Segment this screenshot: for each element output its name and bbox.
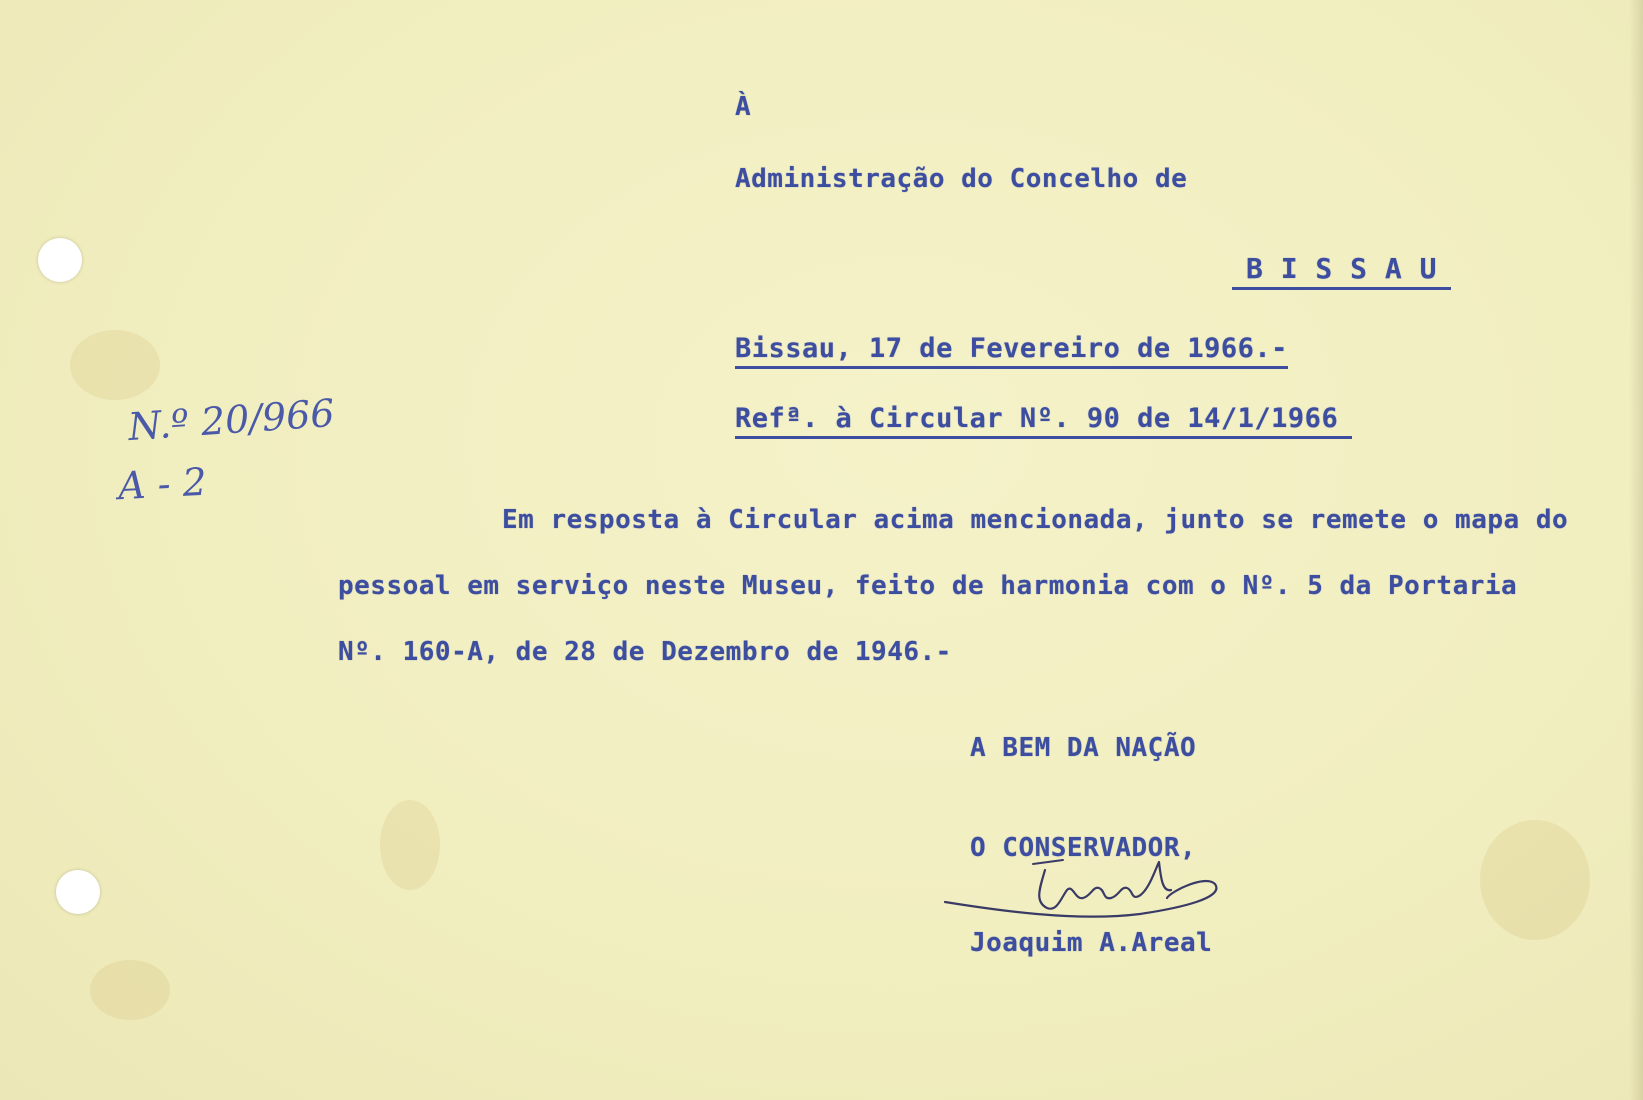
punch-hole-bottom	[56, 870, 100, 914]
signatory-name: Joaquim A.Areal	[970, 928, 1213, 958]
body-line-1: Em resposta à Circular acima mencionada, junto se remete o mapa do	[502, 505, 1569, 535]
reference-line: Refª. à Circular Nº. 90 de 14/1/1966	[735, 403, 1352, 439]
paper-stain	[1480, 820, 1590, 940]
addressee-line: Administração do Concelho de	[735, 164, 1188, 194]
body-line-3: Nº. 160-A, de 28 de Dezembro de 1946.-	[338, 637, 952, 667]
signatory-title: O CONSERVADOR,	[970, 833, 1197, 863]
body-line-2: pessoal em serviço neste Museu, feito de harmonia com o Nº. 5 da Portaria	[338, 571, 1518, 601]
date-line: Bissau, 17 de Fevereiro de 1966.-	[735, 333, 1288, 369]
punch-hole-top	[38, 238, 82, 282]
paper-stain	[70, 330, 160, 400]
handwritten-reference-code: A - 2	[116, 459, 208, 509]
closing-salutation: A BEM DA NAÇÃO	[970, 733, 1197, 763]
handwritten-reference-number: N.º 20/966	[126, 390, 336, 450]
paper-edge-shadow	[1629, 0, 1643, 1100]
paper-stain	[90, 960, 170, 1020]
addressee-city: B I S S A U	[1232, 252, 1451, 290]
paper-stain	[380, 800, 440, 890]
addressee-prefix: À	[735, 92, 752, 122]
